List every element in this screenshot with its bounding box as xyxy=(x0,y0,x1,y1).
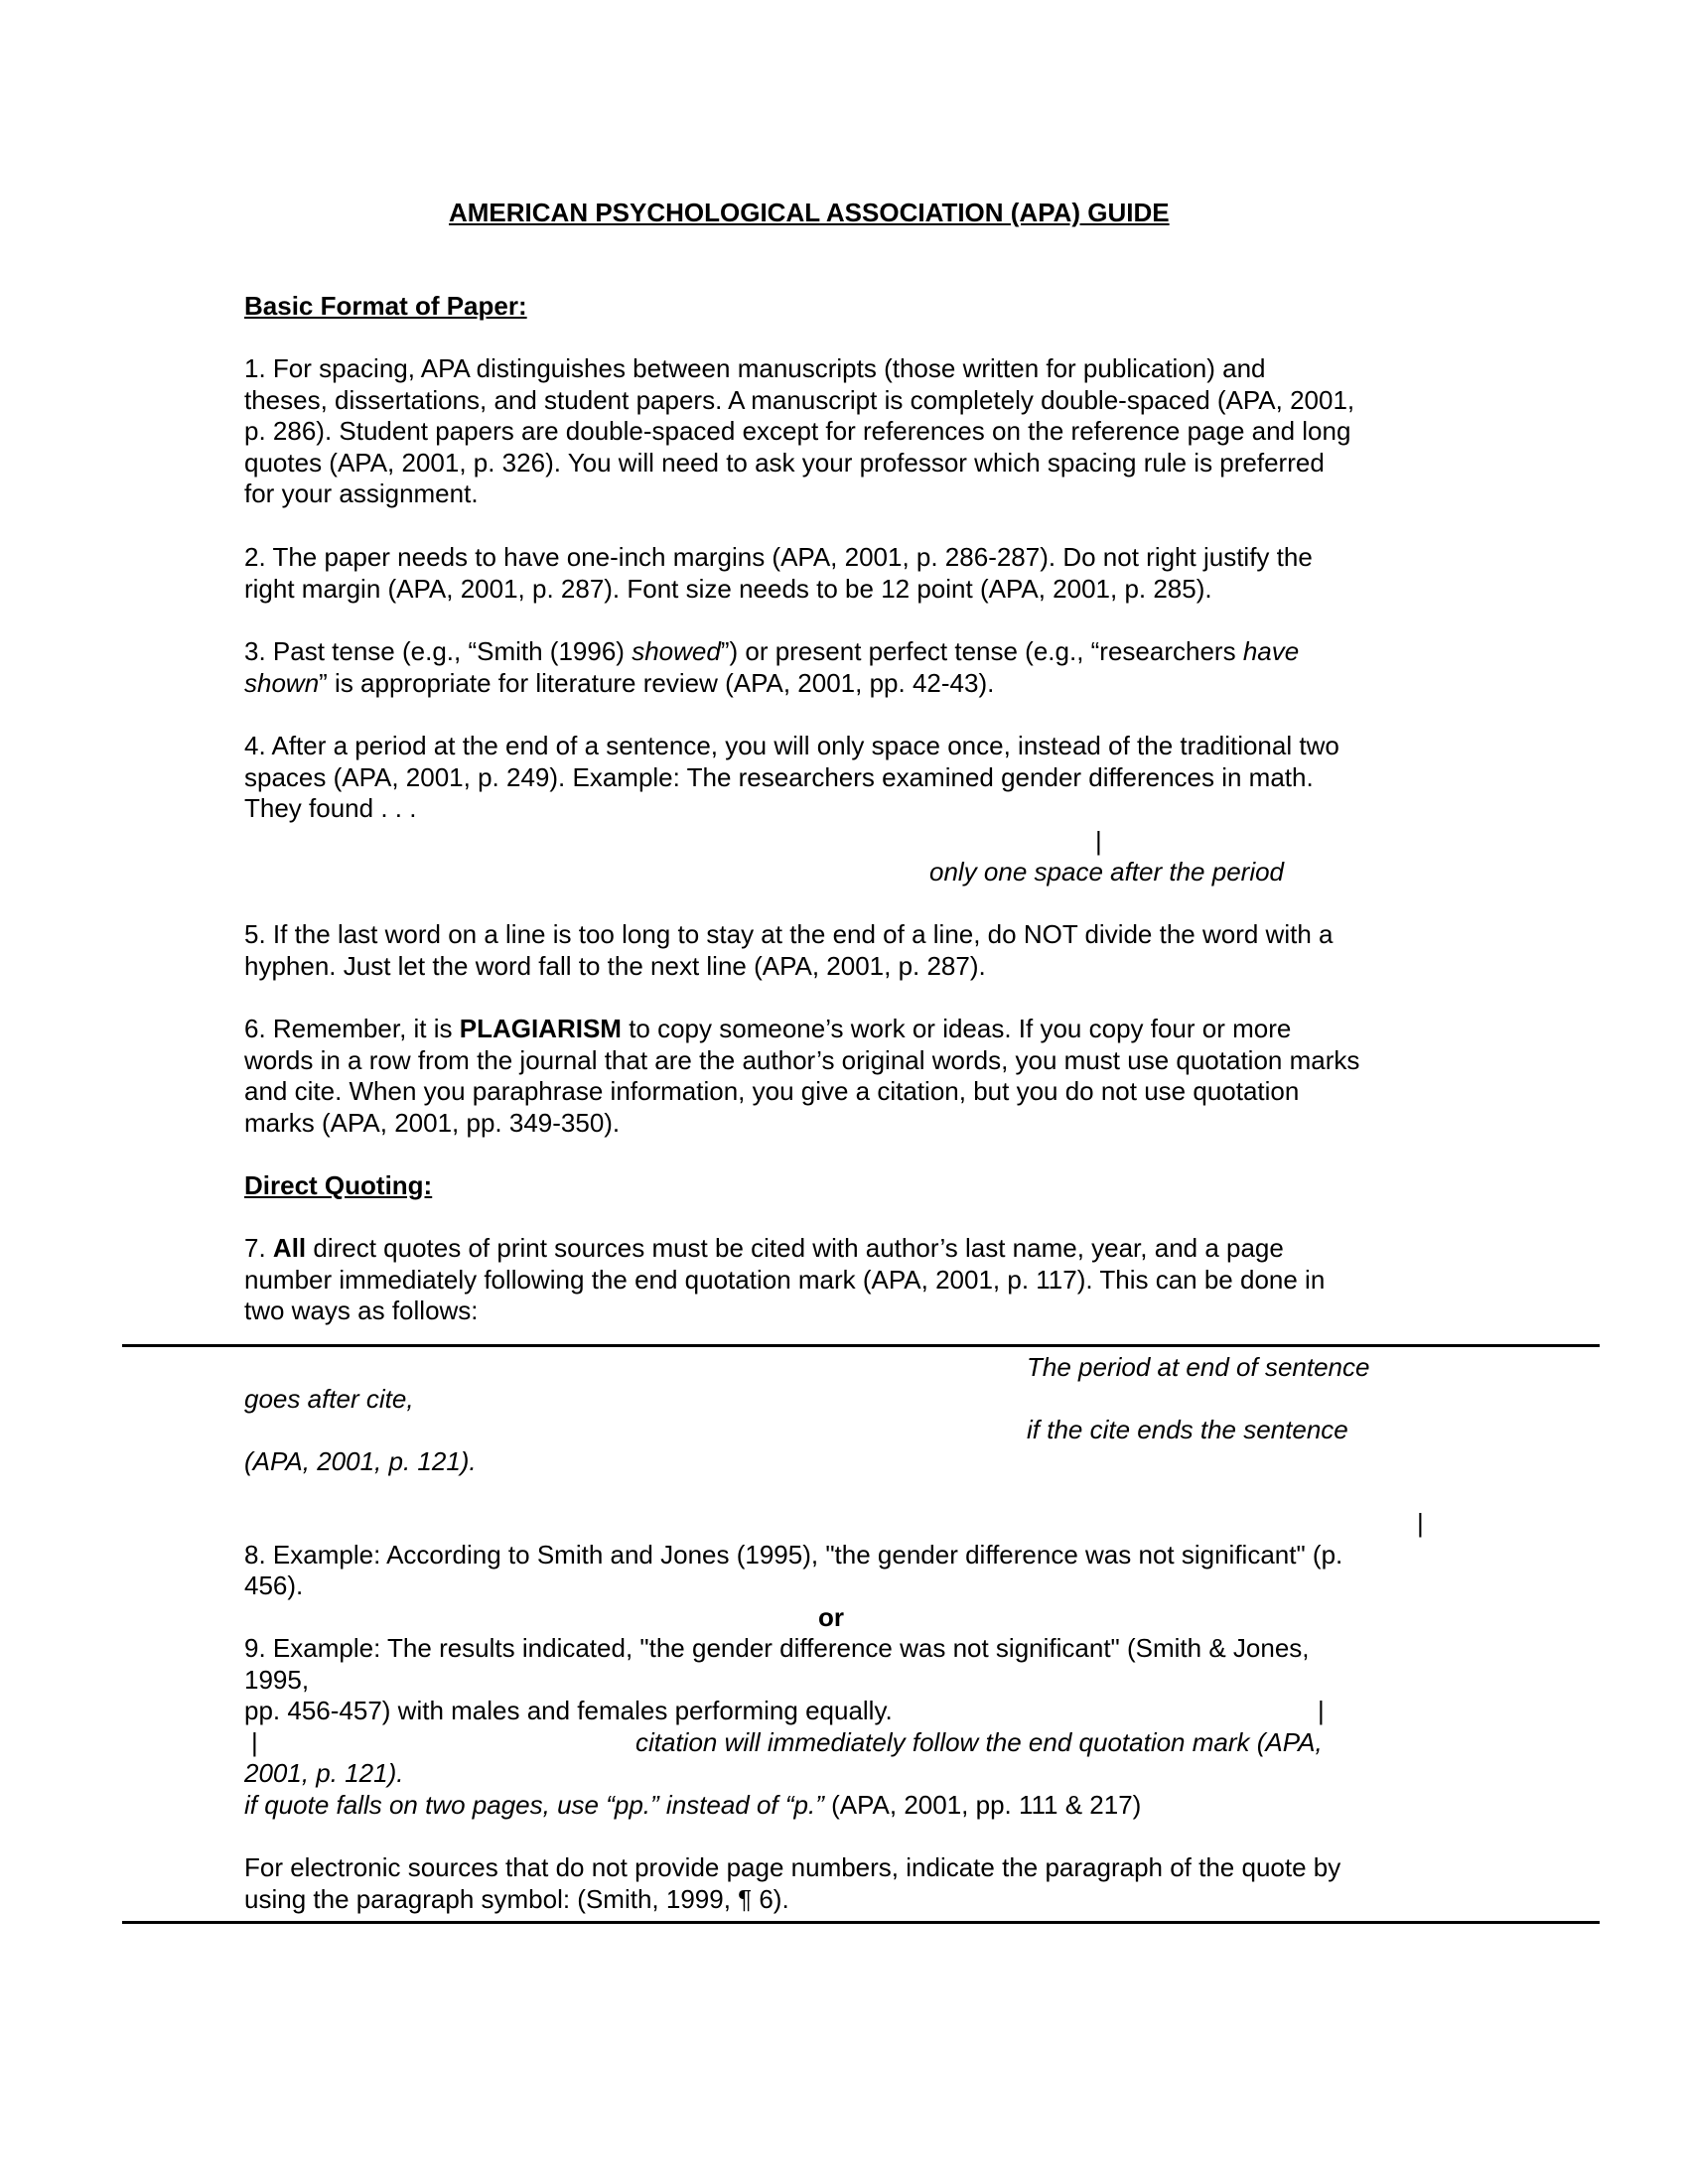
electronic-sources-line: using the paragraph symbol: (Smith, 1999, ¶ 6). xyxy=(244,1884,789,1914)
pointer-mark: | xyxy=(251,1727,258,1757)
paragraph-line: 2. The paper needs to have one-inch margins (APA, 2001, p. 286-287). Do not right justify the xyxy=(244,542,1313,572)
paragraph-line: words in a row from the journal that are the author’s original words, you must use quotation marks xyxy=(244,1045,1360,1075)
paragraph-line: right margin (APA, 2001, p. 287). Font size needs to be 12 point (APA, 2001, p. 285). xyxy=(244,574,1212,604)
paragraph-line: hyphen. Just let the word fall to the next line (APA, 2001, p. 287). xyxy=(244,951,986,981)
text-run: 3. Past tense (e.g., “Smith (1996) xyxy=(244,636,633,666)
paragraph-line: They found . . . xyxy=(244,793,417,823)
italic-run: have xyxy=(1242,636,1300,666)
text-run: ” is appropriate for literature review (APA, 2001, pp. 42-43). xyxy=(319,668,995,698)
annotation-note: The period at end of sentence xyxy=(1027,1352,1370,1382)
divider-bottom xyxy=(122,1921,1600,1924)
paragraph-line xyxy=(244,667,994,699)
paragraph-line: marks (APA, 2001, pp. 349-350). xyxy=(244,1108,621,1138)
annotation-note: goes after cite, xyxy=(244,1384,414,1414)
example-9-line: 9. Example: The results indicated, "the gender difference was not significant" (Smith & Jones, xyxy=(244,1633,1310,1663)
text-run: 7. xyxy=(244,1233,273,1263)
pointer-mark: | xyxy=(1417,1508,1424,1538)
section-heading-basic-format: Basic Format of Paper: xyxy=(244,291,527,321)
pointer-mark: | xyxy=(1095,826,1102,856)
text-run: direct quotes of print sources must be cited with author’s last name, year, and a page xyxy=(306,1233,1284,1263)
annotation-note xyxy=(244,1789,1141,1821)
italic-run: shown xyxy=(244,668,320,698)
example-9-line: pp. 456-457) with males and females performing equally. xyxy=(244,1696,893,1725)
example-9-line: 1995, xyxy=(244,1665,310,1695)
paragraph-line: quotes (APA, 2001, p. 326). You will need to ask your professor which spacing rule is preferred xyxy=(244,448,1325,478)
text-run: to copy someone’s work or ideas. If you copy four or more xyxy=(621,1014,1292,1043)
electronic-sources-line: For electronic sources that do not provide page numbers, indicate the paragraph of the quote by xyxy=(244,1852,1341,1882)
or-separator: or xyxy=(818,1602,844,1632)
italic-run: showed xyxy=(632,636,721,666)
paragraph-line: theses, dissertations, and student papers. A manuscript is completely double-spaced (APA, 2001, xyxy=(244,385,1355,415)
divider-top xyxy=(122,1344,1600,1347)
section-heading-direct-quoting: Direct Quoting: xyxy=(244,1170,433,1200)
paragraph-line: and cite. When you paraphrase information, you give a citation, but you do not use quotation xyxy=(244,1076,1300,1106)
text-run: (APA, 2001, pp. 111 & 217) xyxy=(823,1790,1142,1820)
annotation-note: only one space after the period xyxy=(929,857,1285,887)
italic-run: if quote falls on two pages, use “pp.” instead of “p.” xyxy=(244,1790,824,1820)
annotation-note: (APA, 2001, p. 121). xyxy=(244,1446,477,1476)
paragraph-line xyxy=(244,635,1299,667)
paragraph-line: number immediately following the end quotation mark (APA, 2001, p. 117). This can be done in xyxy=(244,1265,1326,1295)
bold-run: All xyxy=(272,1233,307,1263)
paragraph-line: two ways as follows: xyxy=(244,1296,479,1325)
paragraph-line: 1. For spacing, APA distinguishes between manuscripts (those written for publication) and xyxy=(244,353,1266,383)
example-8-line: 456). xyxy=(244,1570,304,1600)
paragraph-line: 5. If the last word on a line is too long to stay at the end of a line, do NOT divide the word with a xyxy=(244,919,1334,949)
bold-run: PLAGIARISM xyxy=(459,1014,622,1043)
paragraph-line: p. 286). Student papers are double-spaced except for references on the reference page and long xyxy=(244,416,1351,446)
paragraph-line: 4. After a period at the end of a sentence, you will only space once, instead of the traditional two xyxy=(244,731,1339,760)
page-title: AMERICAN PSYCHOLOGICAL ASSOCIATION (APA) GUIDE xyxy=(449,198,1170,227)
paragraph-line: spaces (APA, 2001, p. 249). Example: The researchers examined gender differences in math. xyxy=(244,762,1314,792)
text-run: 6. Remember, it is xyxy=(244,1014,460,1043)
pointer-mark: | xyxy=(1318,1696,1325,1725)
example-8-line: 8. Example: According to Smith and Jones (1995), "the gender difference was not significant" (p. xyxy=(244,1540,1343,1570)
annotation-note: if the cite ends the sentence xyxy=(1027,1415,1348,1444)
annotation-note: citation will immediately follow the end quotation mark (APA, xyxy=(635,1727,1323,1757)
annotation-note: 2001, p. 121). xyxy=(244,1758,404,1788)
paragraph-line: for your assignment. xyxy=(244,478,479,508)
text-run: ”) or present perfect tense (e.g., “researchers xyxy=(720,636,1243,666)
paragraph-line xyxy=(244,1232,1284,1264)
paragraph-line xyxy=(244,1013,1291,1044)
